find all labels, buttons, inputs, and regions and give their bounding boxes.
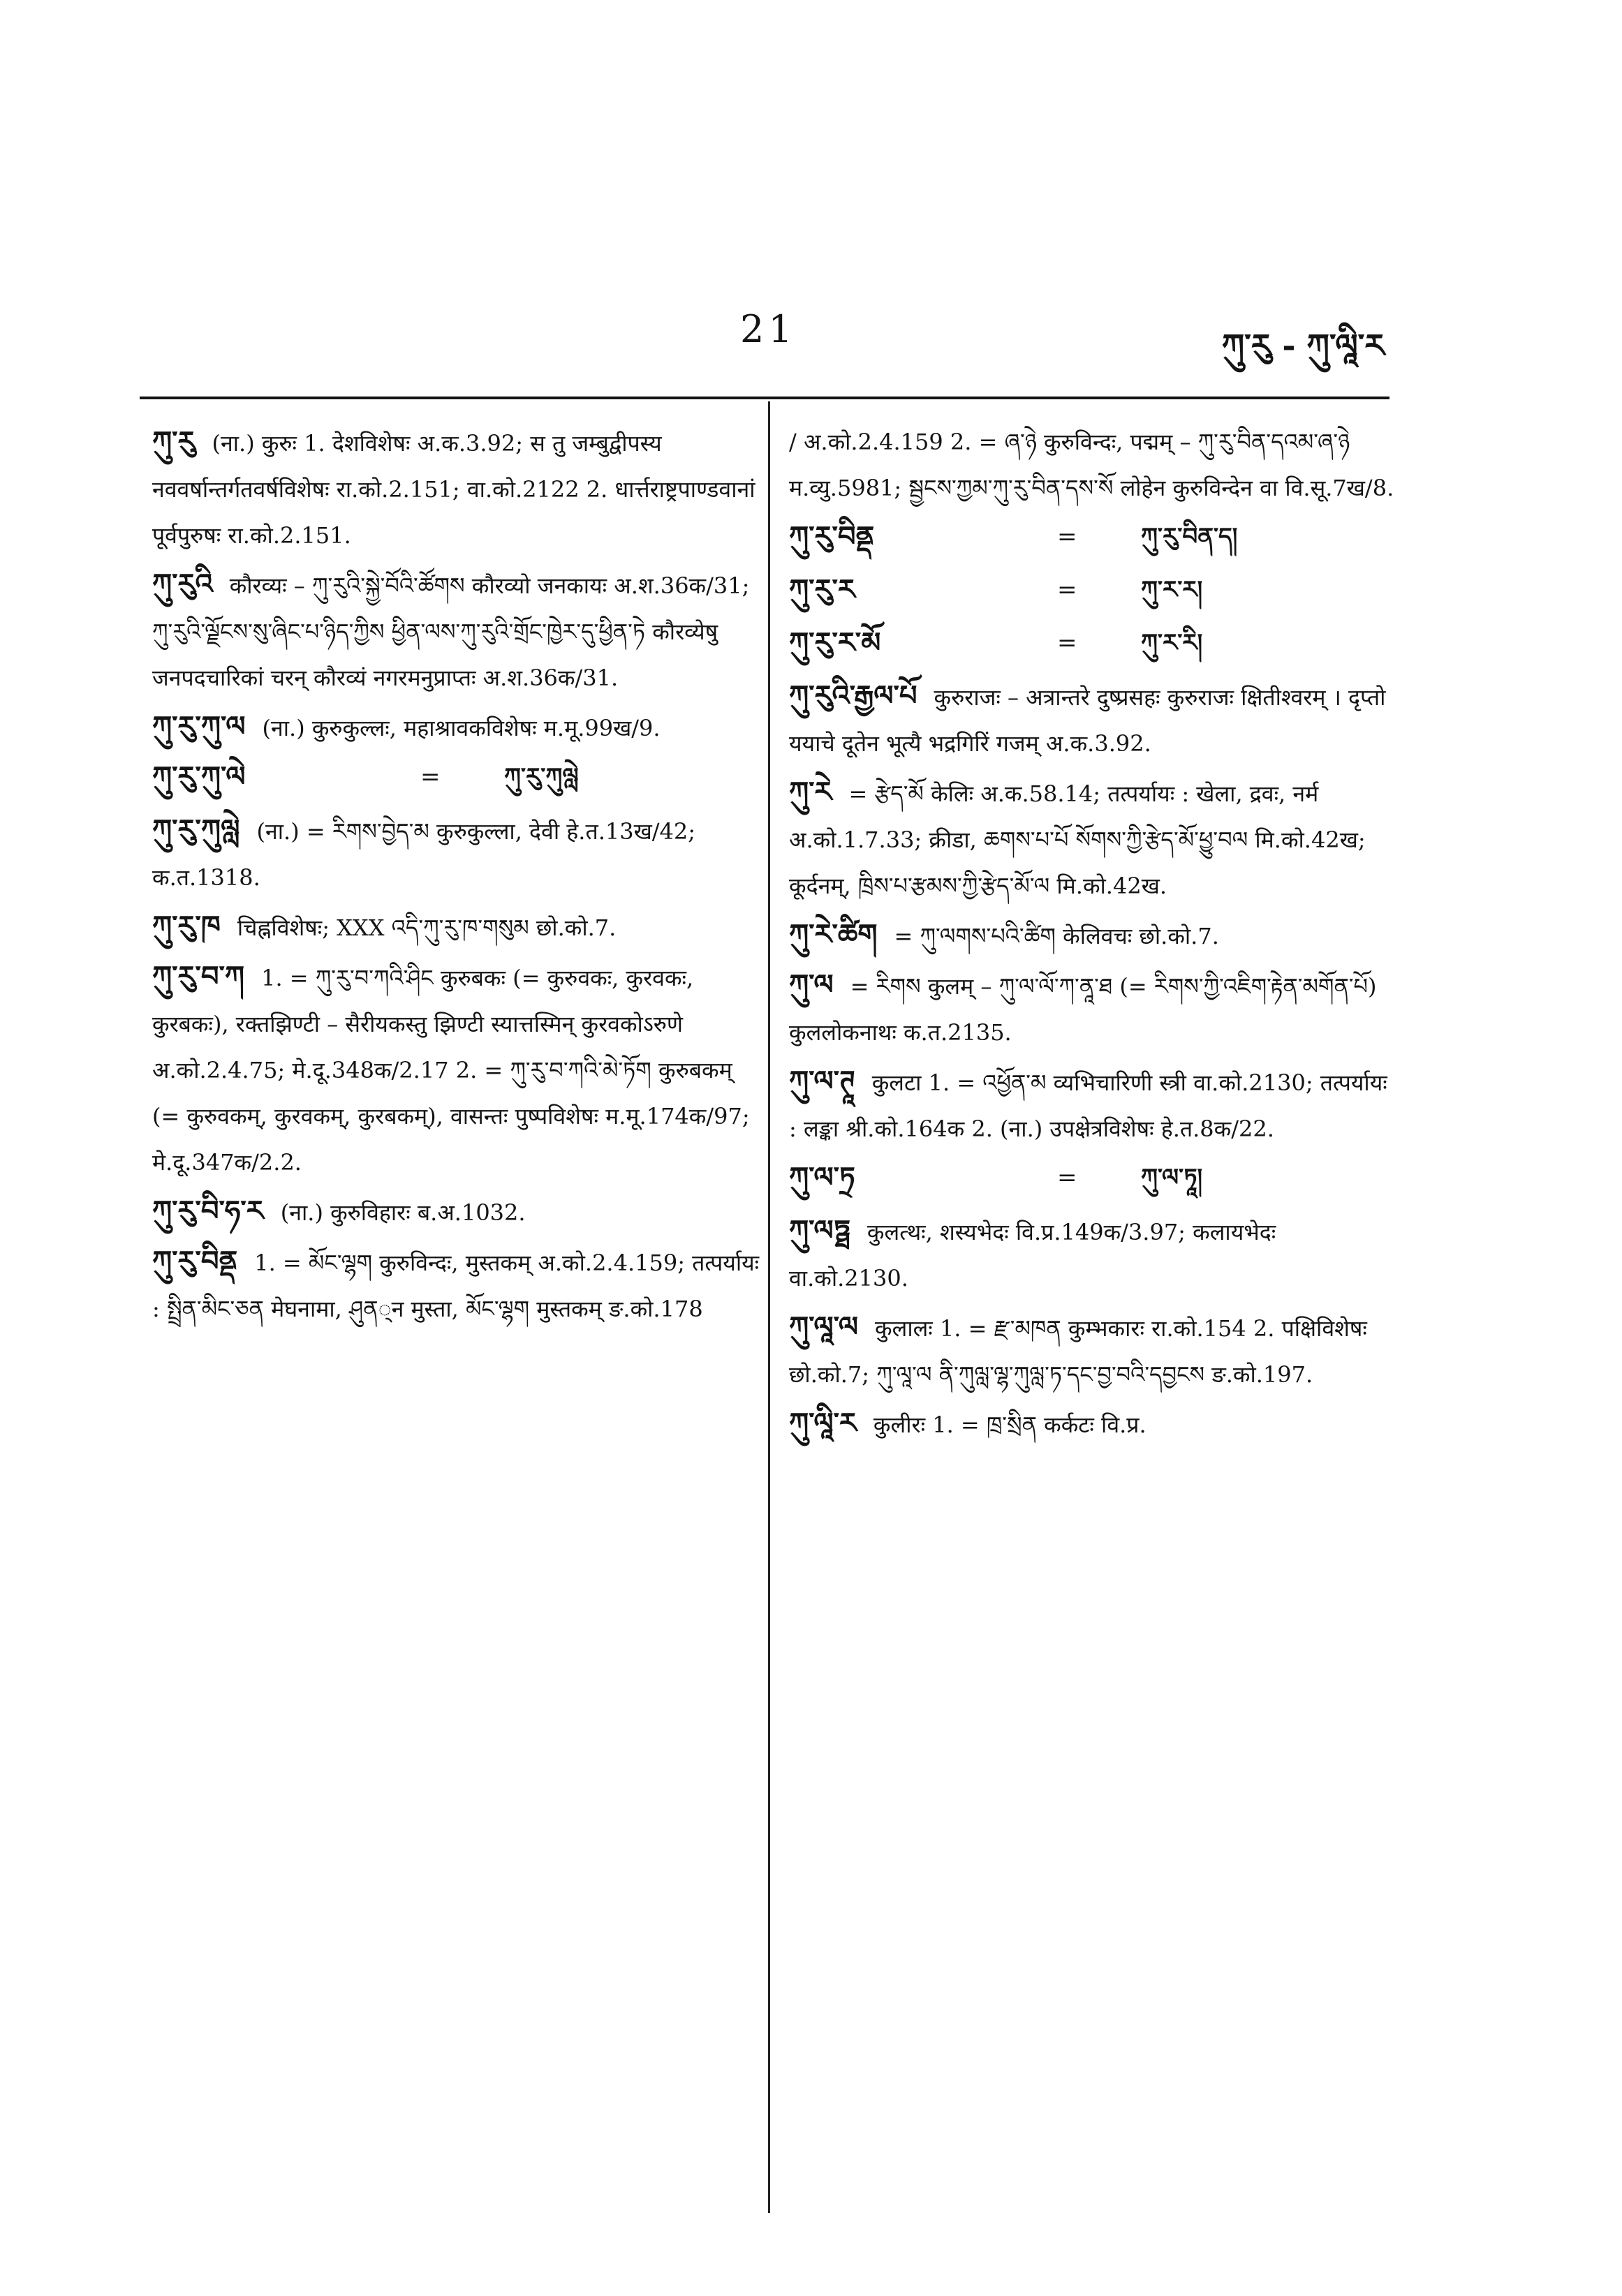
cross-reference: ཀུ་ར་རི། <box>1141 629 1203 657</box>
entry-body: 1. = མོང་ལྷག कुरुविन्दः, मुस्तकम् अ.को.2.4.159; तत्पर्यायः : སྤྲིན་མིང་ཅན मेघनामा, ཤུན्न मुस्ता, མོང་ལྷག मुस्तकम् ङ.को.178 <box>152 1250 760 1322</box>
entry-headword: ཀུ་རུ་ཁ <box>152 910 221 942</box>
entry-headword: ཀུ་རུ་བིནྡ <box>789 520 875 553</box>
entry-body: = ཀུ་ལགས་པའི་ཚིག केलिवचः छो.को.7. <box>894 923 1219 949</box>
entry-body: (ना.) कुरुकुल्लः, महाश्रावकविशेषः म.मू.99ख/9. <box>262 715 661 741</box>
entry-kula <box>789 962 1400 1056</box>
entry-headword: ཀུ་རུའི <box>152 568 213 600</box>
page-number: 21 <box>740 307 797 351</box>
entry-headword: ཀུ་ལཏྠ <box>789 1214 850 1247</box>
equals-sign: = <box>420 763 441 791</box>
entry-kulata <box>789 1058 1400 1152</box>
entry-kurura <box>789 567 1400 613</box>
equals-sign: = <box>1057 576 1077 604</box>
entry-headword: ཀུ་ལ <box>789 968 834 1001</box>
entry-kurukula <box>152 704 763 751</box>
entry-continuation <box>789 419 1400 511</box>
entry-body: = རྩེད་མོ केलिः अ.क.58.14; तत्पर्यायः : खेला, द्रवः, नर्म अ.को.1.7.33; क्रीडा, ཆགས་པ་པོ སོགས་ཀྱི་རྩེད་མོ་ཕྱུ་བལ मि.को.42ख; कूर्दनम्, ཁྲིས་པ་རྩམས་ཀྱི་རྩེད་མོ་ལ मि.को.42ख. <box>789 780 1366 899</box>
entry-body: कौरव्यः – ཀུ་རུའི་སྐྱེ་བོའི་ཚོགས कौरव्यो जनकायः अ.श.36क/31; ཀུ་རུའི་ལྗོངས་སུ་ཞིང་པ་ཉིད་ཀྱིས ཕྱིན་ལས་ཀུ་རུའི་གྲོང་ཁྱེར་དུ་ཕྱིན་ཏེ कौरव्येषु जनपदचारिकां चरन् कौरव्यं नगरमनुप्राप्तः अ.श.36क/31. <box>152 572 750 691</box>
entry-kurui <box>152 561 763 701</box>
entry-kuruvihara <box>152 1188 763 1236</box>
entry-body: (ना.) = རིགས་བྱེད་མ कुरुकुल्ला, देवी हे.त.13ख/42; क.त.1318. <box>152 818 696 891</box>
entry-headword: ཀུ་ལཱ་ལ <box>789 1310 859 1343</box>
entry-body: कुरुराजः – अत्रान्तरे दुष्प्रसहः कुरुराजः क्षितीश्वरम् । दृप्तो ययाचे दूतेन भूत्यै भद्रगिरिं गजम् अ.क.3.92. <box>789 684 1386 757</box>
entry-headword: ཀུ་རུ་ཀུ་ལེ <box>152 760 246 793</box>
entry-headword: ཀུ་རུ་ར་མོ <box>789 626 881 659</box>
entry-body: (ना.) कुरुः 1. देशविशेषः अ.क.3.92; स तु जम्बुद्वीपस्य नववर्षान्तर्गतवर्षविशेषः रा.को.2.151; वा.को.2122 2. धार्त्तराष्ट्रपाण्डवानां पूर्वपुरुषः रा.को.2.151. <box>152 430 755 549</box>
entry-kulala <box>789 1304 1400 1398</box>
entry-headword: ཀུ་ལ་ཏྲ <box>789 1161 855 1194</box>
entry-kuretsig <box>789 912 1400 959</box>
entry-kurukulle <box>152 807 763 901</box>
entry-body: कुलटा 1. = འཕྱོན་མ व्यभिचारिणी स्त्री वा.को.2130; तत्पर्यायः : लङ्का श्री.को.164क 2. (ना.) उपक्षेत्रविशेषः हे.त.8क/22. <box>789 1069 1387 1142</box>
cross-reference: ཀུ་ར་ར། <box>1141 576 1203 604</box>
entry-headword: ཀུ་ལཱི་ར <box>789 1407 857 1439</box>
entry-body: कुलीरः 1. = ཁྲ་སྲིན कर्कटः वि.प्र. <box>873 1412 1147 1438</box>
equals-sign: = <box>1057 629 1077 657</box>
entry-kurui-gyalpo <box>789 673 1400 766</box>
entry-headword: ཀུ་རུ <box>152 425 196 458</box>
entry-headword: ཀུ་རུ་བི་ཧ་ར <box>152 1194 264 1227</box>
entry-body: कुलत्थः, शस्यभेदः वि.प्र.149क/3.97; कलायभेदः वा.को.2130. <box>789 1219 1276 1291</box>
entry-body: = རིགས कुलम् – ཀུ་ལ་ལོ་ཀ་ནཱ་ཐ (= རིགས་ཀྱི་འཇིག་རྟེན་མགོན་པོ) कुललोकनाथः क.त.2135. <box>789 973 1377 1046</box>
equals-sign: = <box>1057 523 1077 551</box>
header-rule <box>140 397 1389 399</box>
entry-kurubaka <box>152 954 763 1185</box>
entry-headword: ཀུ་རུ་ཀུ་ལ <box>152 710 246 743</box>
cross-reference: ཀུ་རུ་ཀུལླེ <box>504 763 579 791</box>
entry-body: 1. = ཀུ་རུ་བ་ཀའི་ཤིང कुरुबकः (= कुरुवकः, कुरवकः, कुरबकः), रक्तझिण्टी – सैरीयकस्तु झिण्टी स्यात्तस्मिन् कुरवकोऽरुणे अ.को.2.4.75; मे.दू.348क/2.17 2. = ཀུ་རུ་བ་ཀའི་མེ་ཏོག कुरुबकम् (= कुरुवकम्, कुरवकम्, कुरबकम्), वासन्तः पुष्पविशेषः म.मू.174क/97; मे.दू.347क/2.2. <box>152 965 750 1176</box>
entry-kurubinda-xref <box>789 514 1400 560</box>
cross-reference: ཀུ་ལ་ཏཱ། <box>1141 1164 1203 1192</box>
entry-headword: ཀུ་རུའི་རྒྱལ་པོ <box>789 679 917 712</box>
entry-kurubinda <box>152 1238 763 1332</box>
cross-reference: ཀུ་རུ་བིན་ད། <box>1141 523 1238 551</box>
entry-kulira <box>789 1400 1400 1448</box>
entry-headword: ཀུ་རུ་ཀུལླེ <box>152 813 240 846</box>
column-divider <box>768 401 770 2213</box>
entry-headword: ཀུ་ལ་ཊཱ <box>789 1065 855 1097</box>
entry-headword: ཀུ་རུ་བིནྡ <box>152 1245 238 1277</box>
running-head: ཀུ་རུ - ཀུ་ལཱི་ར <box>1221 327 1385 364</box>
entry-headword: ཀུ་རུ་ར <box>789 573 855 606</box>
entry-kure <box>789 769 1400 909</box>
entry-headword: ཀུ་རུ་བ་ཀ <box>152 960 245 993</box>
entry-body: कुलालः 1. = རྫ་མཁན कुम्भकारः रा.को.154 2. पक्षिविशेषः छो.को.7; ཀུ་ལཱ་ལ ནི་ཀུལླ་ལྷ་ཀུལླ་ཏ་དང་བྱ་བའི་དབྱངས ङ.को.197. <box>789 1315 1367 1388</box>
entry-kulatra <box>789 1155 1400 1201</box>
entry-kurukule <box>152 754 763 800</box>
entry-kulattha <box>789 1208 1400 1301</box>
entry-body: / अ.को.2.4.159 2. = ཞ་ཉེ कुरुविन्दः, पद्मम् – ཀུ་རུ་བིན་དའམ་ཞ་ཉེ म.व्यु.5981; སྦྱངས་ཀྱམ་ཀུ་རུ་བིན་དས་སོ लोहेन कुरुविन्देन वा वि.सू.7ख/8. <box>789 429 1394 501</box>
entry-kuruaramo <box>789 620 1400 666</box>
right-column <box>789 419 1400 1451</box>
entry-kuru <box>152 419 763 558</box>
equals-sign: = <box>1057 1164 1077 1192</box>
entry-body: चिह्नविशेषः; XXX འདི་ཀུ་རུ་ཁ་གསུམ छो.को.7. <box>237 914 617 941</box>
entry-kurukha <box>152 903 763 951</box>
left-column <box>152 419 763 1335</box>
entry-headword: ཀུ་རེ <box>789 776 832 808</box>
entry-body: (ना.) कुरुविहारः ब.अ.1032. <box>280 1199 526 1226</box>
entry-headword: ཀུ་རེ་ཚིག <box>789 918 878 951</box>
